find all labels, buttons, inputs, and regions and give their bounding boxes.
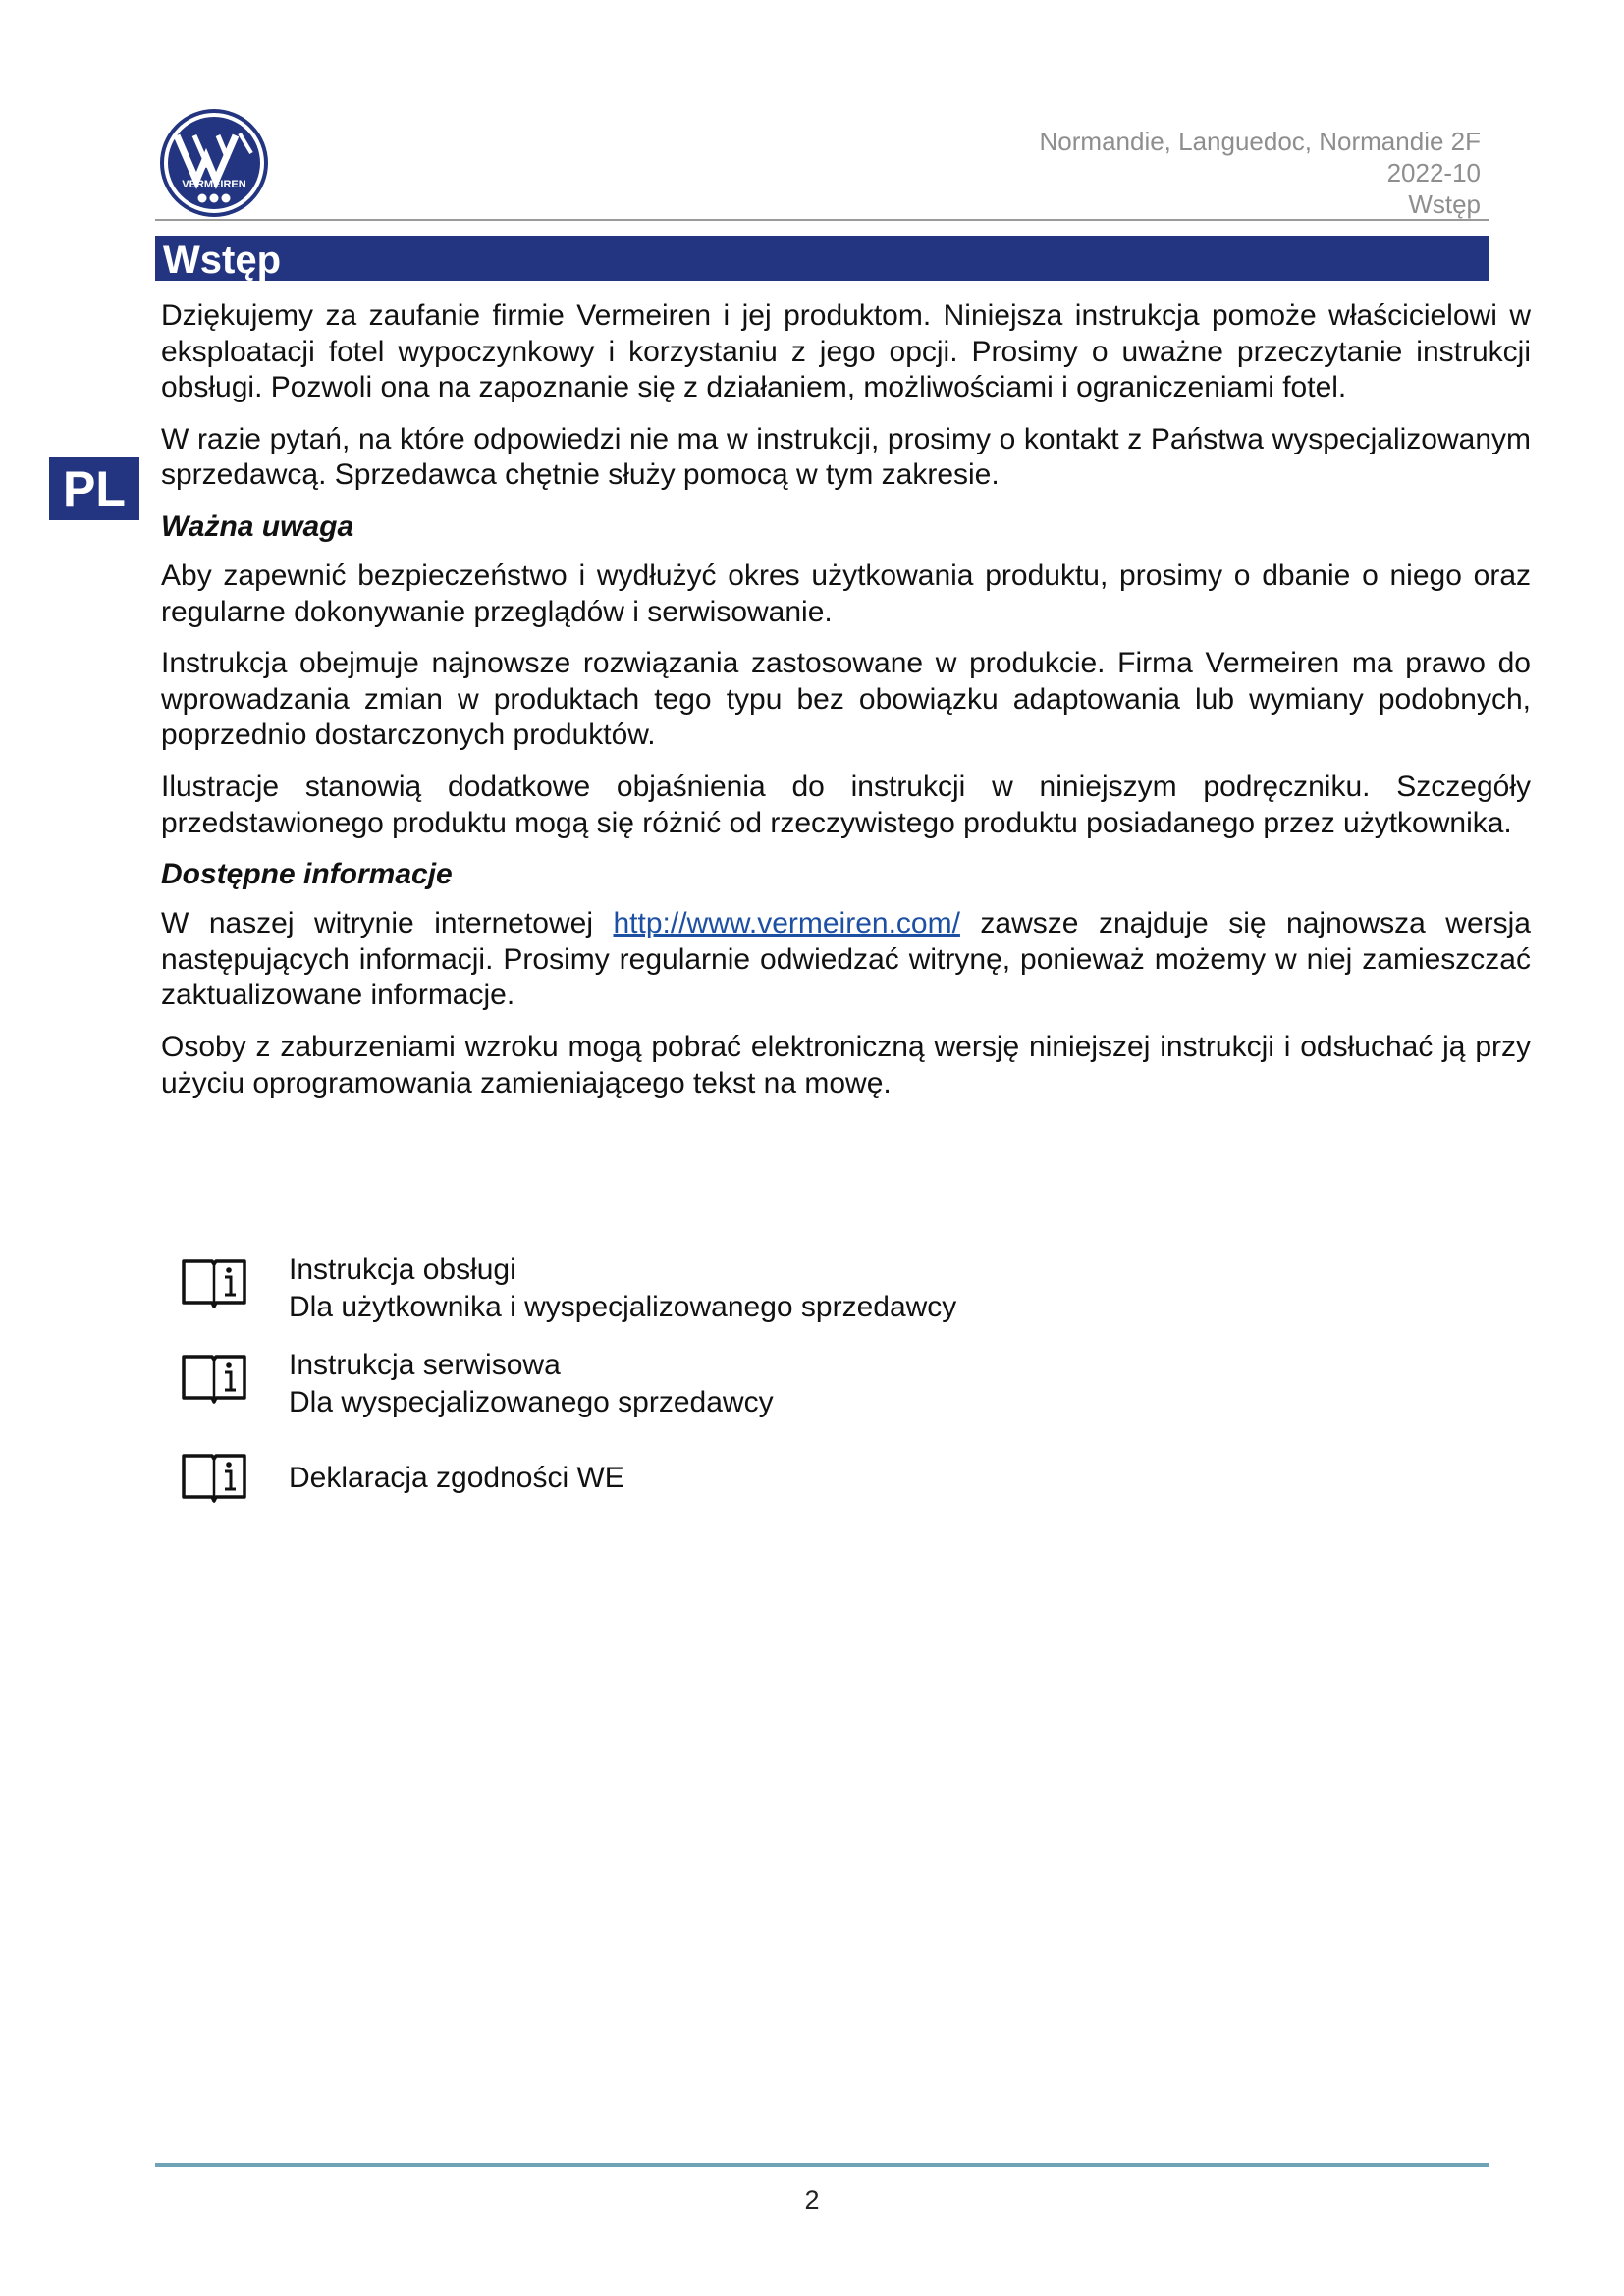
document-list <box>181 1252 1064 1537</box>
document-text <box>289 1252 956 1326</box>
vermeiren-logo <box>159 108 269 218</box>
document-item <box>181 1252 1064 1347</box>
manual-book-icon <box>181 1450 247 1503</box>
section-title: Wstęp <box>163 239 281 282</box>
document-subtitle: Dla użytkownika i wyspecjalizowanego sprzedawcy <box>289 1291 957 1323</box>
safety-paragraph: Aby zapewnić bezpieczeństwo i wydłużyć okres użytkowania produktu, prosimy o dbanie o niego oraz regularne dokonywanie przeglądów i serwisowanie. <box>161 559 1531 628</box>
available-info-heading: Dostępne informacje <box>161 858 453 891</box>
document-item <box>181 1347 1064 1442</box>
header-divider <box>155 219 1489 221</box>
contact-paragraph: W razie pytań, na które odpowiedzi nie ma w instrukcji, prosimy o kontakt z Państwa wyspecjalizowanym sprzedawcą. Sprzedawca chętnie służy pomocą w tym zakresie. <box>161 422 1531 492</box>
manual-book-icon <box>181 1351 247 1404</box>
website-paragraph <box>161 906 1531 1014</box>
accessibility-paragraph: Osoby z zaburzeniami wzroku mogą pobrać elektroniczną wersję niniejszej instrukcji i odsłuchać ją przy użyciu oprogramowania zamieniającego tekst na mowę. <box>161 1030 1531 1099</box>
section-title-bar <box>155 236 1489 281</box>
website-text-before: W naszej witrynie internetowej <box>161 907 614 940</box>
revision-date: 2022-10 <box>1386 158 1481 187</box>
document-title: Instrukcja obsługi <box>289 1254 516 1286</box>
changes-paragraph: Instrukcja obejmuje najnowsze rozwiązania zastosowane w produkcie. Firma Vermeiren ma prawo do wprowadzania zmian w produktach tego typu bez obowiązku adaptowania lub wymiany podobnych, poprzednio dostarczonych produktów. <box>161 647 1531 752</box>
illustrations-paragraph: Ilustracje stanowią dodatkowe objaśnienia do instrukcji w niniejszym podręczniku. Szczegóły przedstawionego produktu mogą się różnić od rzeczywistego produktu posiadanego przez użytkownika. <box>161 770 1531 839</box>
document-subtitle: Dla wyspecjalizowanego sprzedawcy <box>289 1386 774 1418</box>
language-tab: PL <box>49 457 139 520</box>
document-text <box>289 1347 774 1421</box>
footer-divider <box>155 2163 1489 2167</box>
website-link[interactable]: http://www.vermeiren.com/ <box>613 907 960 940</box>
main-content <box>161 298 1531 1117</box>
logo-text: VERMEIREN <box>182 179 246 190</box>
document-title: Instrukcja serwisowa <box>289 1349 561 1381</box>
manual-book-icon <box>181 1255 247 1308</box>
document-item <box>181 1442 1064 1537</box>
important-heading: Ważna uwaga <box>161 509 354 543</box>
page-number: 2 <box>804 2185 820 2215</box>
intro-paragraph: Dziękujemy za zaufanie firmie Vermeiren i jej produktom. Niniejsza instrukcja pomoże właścicielowi w eksploatacji fotel wypoczynkowy i korzystaniu z jego opcji. Prosimy o uważne przeczytanie instrukcji obsługi. Pozwoli ona na zapoznanie się z działaniem, możliwościami i ograniczeniami fotel. <box>161 299 1531 404</box>
website-text-after: zawsze znajduje się najnowsza wersja następujących informacji. Prosimy regularnie odwiedzać witrynę, ponieważ możemy w niej zamieszczać zaktualizowane informacje. <box>161 907 1531 1012</box>
header-meta <box>1040 126 1481 220</box>
product-names: Normandie, Languedoc, Normandie 2F <box>1039 127 1481 156</box>
document-text <box>289 1460 624 1497</box>
document-title: Deklaracja zgodności WE <box>289 1462 624 1494</box>
chapter-name: Wstęp <box>1408 189 1481 219</box>
